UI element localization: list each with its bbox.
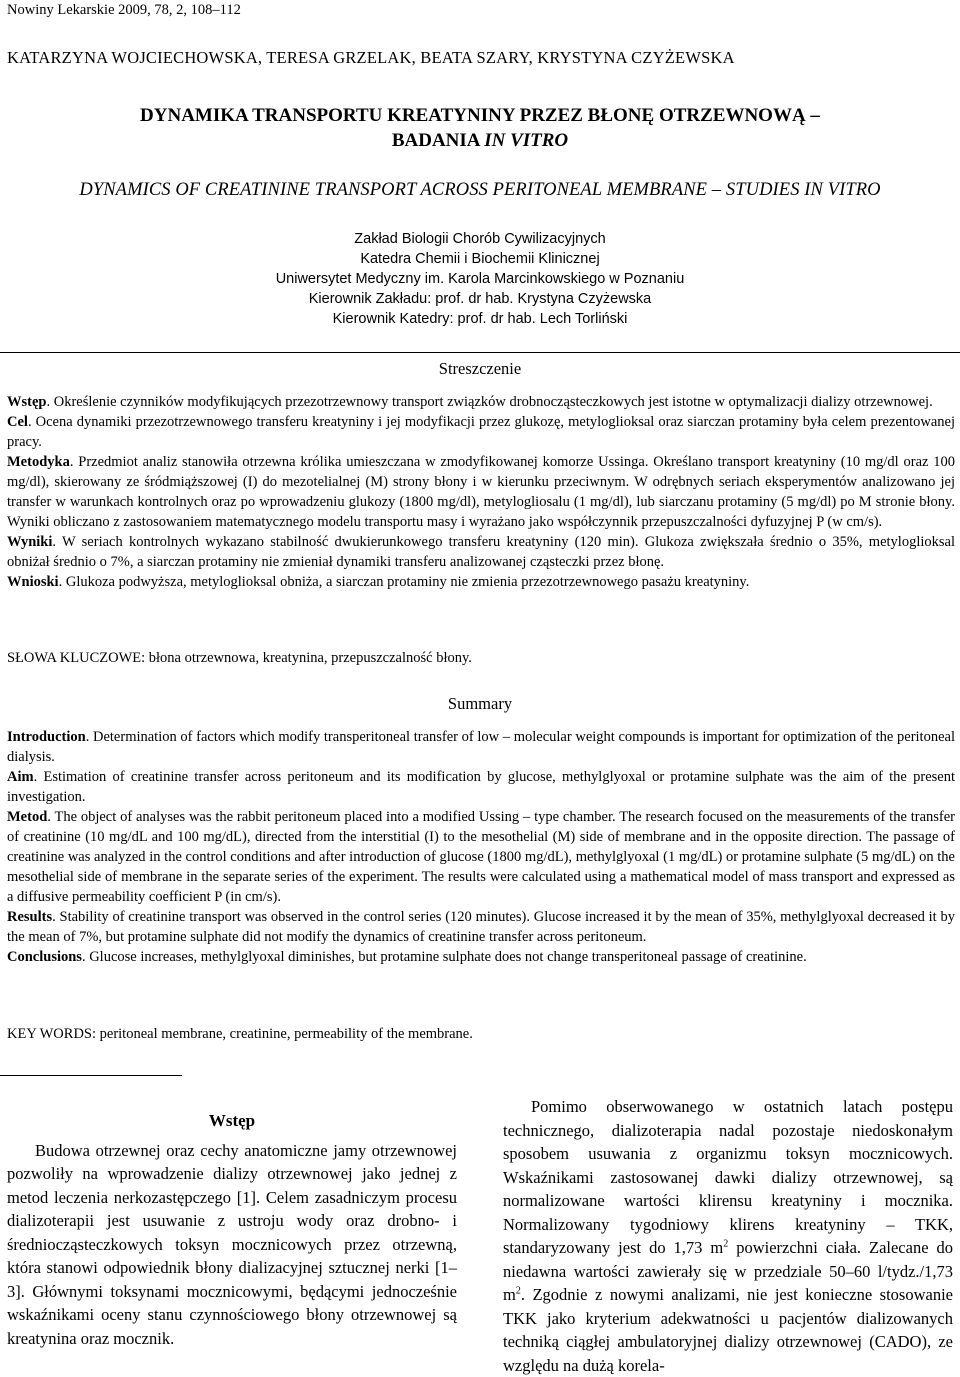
text-metod: . The object of analyses was the rabbit peritoneum placed into a modified Ussing – type chamber. The research focused on the measurements of the transfer of creatinine (10 mg/dL and 100 mg/dL), directed from the interstitial (I) to the mesothelial (M) side of membrane and in the opposite direction. The passage of creatinine was analyzed in the control conditions and after introduction of glucose (1800 mg/dL), methylglyoxal (1 mg/dL) or protamine sulphate (5 mg/dL) on the mesothelial side of membrane in the separate series of the experiment. The results were calculated using a mathematical model of mass transport and expressed as a diffusive permeability coefficient P (in cm/s). [7,809,955,905]
streszczenie-wyniki [7,532,955,572]
summary-aim [7,767,955,807]
title-polish-line2 [0,128,960,153]
streszczenie-metodyka [7,452,955,532]
body-left-column [7,1109,457,1350]
journal-citation: Nowiny Lekarskie 2009, 78, 2, 108–112 [7,2,241,18]
streszczenie-heading: Streszczenie [438,359,522,378]
text-introduction: . Determination of factors which modify transperitoneal transfer of low – molecular weight compounds is important for optimization of the peritoneal dialysis. [7,729,955,765]
title-english: DYNAMICS OF CREATININE TRANSPORT ACROSS PERITONEAL MEMBRANE – STUDIES IN VITRO [79,180,881,200]
label-conclusions: Conclusions [7,949,82,965]
label-wstep: Wstęp [7,394,47,410]
affiliation-line: Kierownik Zakładu: prof. dr hab. Krystyna Czyżewska [308,291,652,307]
summary-body [7,727,955,967]
title-polish-line2-prefix: BADANIA [391,130,485,151]
label-cel: Cel [7,414,28,430]
keywords-polish: SŁOWA KLUCZOWE: błona otrzewnowa, kreatynina, przepuszczalność błony. [7,650,472,666]
label-metod: Metod [7,809,48,825]
label-wnioski: Wnioski [7,574,59,590]
body-text-segment: powierzchni ciała. Zalecane do niedawna wartości zawierały się w przedziale 50–60 l/tydz./1,73 m [503,1238,953,1304]
text-metodyka: . Przedmiot analiz stanowiła otrzewna królika umieszczana w zmodyfikowanej komorze Ussinga. Określano transport kreatyniny (10 mg/dl oraz 100 mg/dl), skierowany ze śródmiąższowej (I) do mezotelialnej (M) strony błony i w kierunku przeciwnym. W odrębnych seriach eksperymentów analizowano jej transfer w warunkach kontrolnych oraz po wprowadzeniu glukozy (1800 mg/dl), metylogliosalu (1 mg/dl), lub siarczanu protaminy (5 mg/dl) po M stronie błony. Wyniki obliczano z zastosowaniem matematycznego modelu transportu masy i wyrażano jako współczynnik przepuszczalności dyfuzyjnej P (w cm/s). [7,454,955,530]
text-conclusions: . Glucose increases, methylglyoxal diminishes, but protamine sulphate does not change transperitoneal passage of creatinine. [81,949,807,965]
summary-introduction [7,727,955,767]
label-aim: Aim [7,769,34,785]
label-metodyka: Metodyka [7,454,70,470]
body-text-segment: Pomimo obserwowanego w ostatnich latach postępu technicznego, dializoterapia nadal pozostaje niedoskonałym sposobem usuwania z organizmu toksyn mocznicowych. Wskaźnikami zastosowanej dawki dializy otrzewnowej, są normalizowane wartości klirensu kreatyniny i mocznika. Normalizowany tygodniowy klirens kreatyniny – TKK, standaryzowany jest do 1,73 m [503,1097,953,1257]
label-introduction: Introduction [7,729,86,745]
affiliation-block [0,229,960,329]
affiliation-line: Katedra Chemii i Biochemii Klinicznej [360,251,600,267]
title-polish-line2-italic: IN VITRO [484,130,569,151]
streszczenie-wstep [7,392,955,412]
body-text-segment: . Zgodnie z nowymi analizami, nie jest konieczne stosowanie TKK jako kryterium adekwatności u pacjentów dializowanych techniką ciągłej ambulatoryjnej dializy otrzewnowej (CADO), ze względu na dużą korela- [503,1285,953,1375]
summary-conclusions [7,947,955,967]
title-polish [0,103,960,153]
affiliation-line: Uniwersytet Medyczny im. Karola Marcinkowskiego w Poznaniu [275,271,685,287]
body-right-column [503,1095,953,1377]
body-section-heading: Wstęp [208,1111,256,1130]
streszczenie-body [7,392,955,592]
affiliation-line: Kierownik Katedry: prof. dr hab. Lech Torliński [332,311,628,327]
label-wyniki: Wyniki [7,534,53,550]
keywords-english: KEY WORDS: peritoneal membrane, creatinine, permeability of the membrane. [7,1026,473,1042]
streszczenie-cel [7,412,955,452]
footnote-divider [0,1075,182,1076]
body-paragraph: Budowa otrzewnej oraz cechy anatomiczne jamy otrzewnowej pozwoliły na wprowadzenie dializy otrzewnowej jako jednej z metod leczenia nerkozastępczego [1]. Celem zasadniczym procesu dializoterapii jest usuwanie z ustroju wody oraz drobno- i średniocząsteczkowych toksyn mocznicowych przez otrzewną, która stanowi odpowiednik błony dializacyjnej sztucznej nerki [1–3]. Głównymi toksynami mocznicowymi, będącymi jednocześnie wskaźnikami oceny stanu czynnościowego błony otrzewnowej są kreatynina oraz mocznik. [7,1140,457,1348]
title-polish-line1: DYNAMIKA TRANSPORTU KREATYNINY PRZEZ BŁONĘ OTRZEWNOWĄ – [140,105,820,126]
streszczenie-wnioski [7,572,955,592]
superscript: 2 [515,1285,521,1297]
text-wyniki: . W seriach kontrolnych wykazano stabilność dwukierunkowego transferu kreatyniny (120 min). Glukoza zwiększała średnio o 35%, metyloglioksal obniżał średnio o 7%, a siarczan protaminy nie zmieniał dynamiki transferu analizowanej cząsteczki przez błonę. [7,534,955,570]
text-cel: . Ocena dynamiki przezotrzewnowego transferu kreatyniny i jej modyfikacji przez glukozę, metyloglioksal oraz siarczan protaminy była celem prezentowanej pracy. [7,414,955,450]
text-wstep: . Określenie czynników modyfikujących przezotrzewnowy transport związków drobnocząsteczkowych jest istotne w optymalizacji dializy otrzewnowej. [46,394,933,410]
body-paragraph [503,1095,953,1377]
summary-results [7,907,955,947]
summary-metod [7,807,955,907]
section-divider [0,352,960,353]
authors-line: KATARZYNA WOJCIECHOWSKA, TERESA GRZELAK, BEATA SZARY, KRYSTYNA CZYŻEWSKA [7,48,735,67]
superscript: 2 [723,1238,729,1250]
summary-heading: Summary [447,694,513,713]
affiliation-line: Zakład Biologii Chorób Cywilizacyjnych [354,231,606,247]
text-results: . Stability of creatinine transport was observed in the control series (120 minutes). Glucose increased it by the mean of 35%, methylglyoxal decreased it by the mean of 7%, but protamine sulphate did not modify the dynamics of creatinine transfer across peritoneum. [7,909,955,945]
text-aim: . Estimation of creatinine transfer across peritoneum and its modification by glucose, methylglyoxal or protamine sulphate was the aim of the present investigation. [7,769,955,805]
label-results: Results [7,909,53,925]
text-wnioski: . Glukoza podwyższa, metyloglioksal obniża, a siarczan protaminy nie zmienia przezotrzewnowego pasażu kreatyniny. [58,574,750,590]
